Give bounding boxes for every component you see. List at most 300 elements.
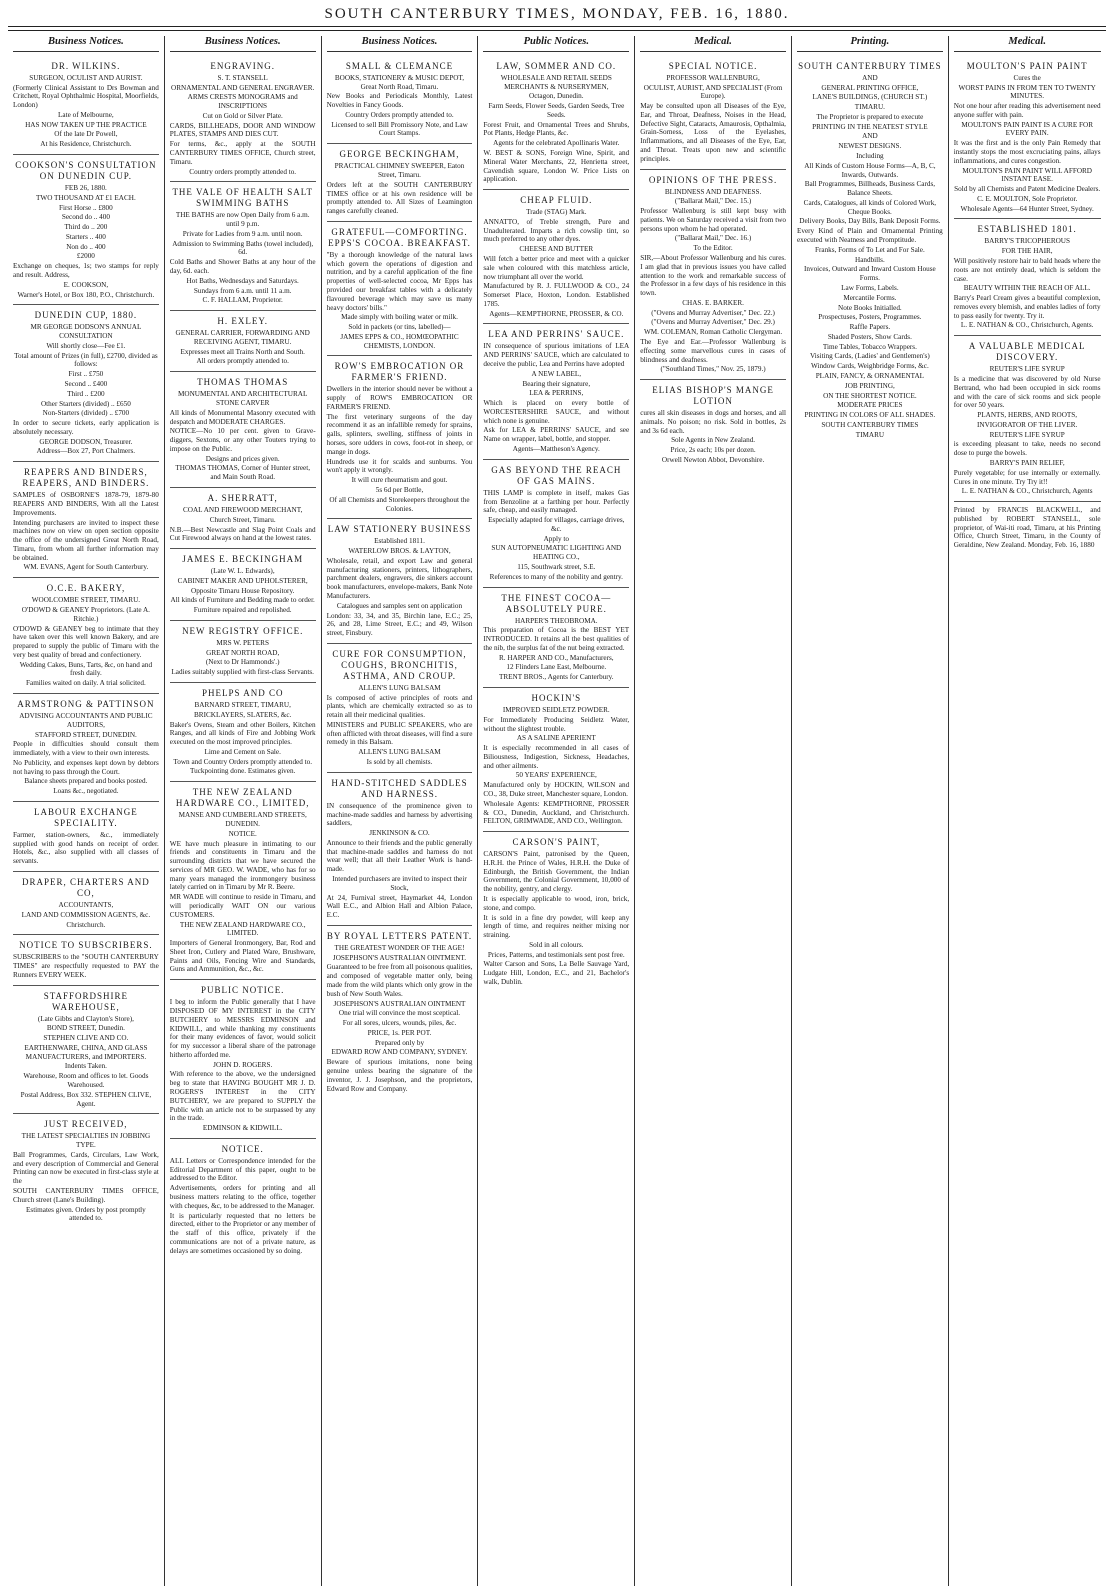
ad-text: STEPHEN CLIVE AND CO. <box>43 1034 129 1043</box>
ad-text: It is especially applicable to wood, iron, brick, stone, and compo. <box>483 894 630 912</box>
ad-text: THOMAS THOMAS, Corner of Hunter street, and Main South Road. <box>175 464 310 482</box>
ad-text: COAL AND FIREWOOD MERCHANT, <box>183 505 303 514</box>
ad-title: SOUTH CANTERBURY TIMES <box>798 60 942 71</box>
ad-text: It is especially recommended in all cases of Biliousness, Indigestion, Sickness, Headaches, and other ailments. <box>483 744 630 770</box>
ad-text: Note Books Initialled. <box>838 303 902 312</box>
ad-text: Is a medicine that was discovered by old Nurse Bertrand, who had been occupied in sick rooms and with the care of sick rooms and sick people for over 50 years. <box>953 374 1101 410</box>
ad-text: Ask for LEA & PERRINS' SAUCE, and see Name on wrapper, label, bottle, and stopper. <box>483 426 630 444</box>
advertisement <box>327 222 473 357</box>
ad-text: Furniture repaired and repolished. <box>193 606 292 615</box>
ad-title: NOTICE. <box>221 1143 264 1154</box>
ad-text: LAND AND COMMISSION AGENTS, &c. <box>21 910 151 919</box>
ad-text: (Formerly Clinical Assistant to Drs Bowman and Critchett, Royal Ophthalmic Hospital, Moorfields, London) <box>13 83 159 110</box>
ad-text: Is composed of active principles of roots and plants, which are chemically extracted so as to retain all their medicinal qualities. <box>326 693 473 720</box>
column-1 <box>8 36 165 1586</box>
ad-text: JOSEPHSON'S AUSTRALIAN OINTMENT. <box>332 953 467 962</box>
advertisement <box>170 621 316 683</box>
ad-text: PRICE, 1s. PER POT. <box>367 1028 432 1037</box>
ad-text: Indents Taken. <box>64 1062 107 1071</box>
ad-text: EARTHENWARE, CHINA, AND GLASS MANUFACTURERS, and IMPORTERS. <box>24 1043 148 1061</box>
ad-title: THE VALE OF HEALTH SALT SWIMMING BATHS <box>172 187 313 209</box>
ad-text: Barry's Pearl Cream gives a beautiful complexion, removes every blemish, and enables ladies of forty to pass easily for twenty. Try it. <box>953 294 1101 320</box>
advertisement <box>13 578 159 694</box>
ad-text: BARNARD STREET, TIMARU, <box>194 701 291 710</box>
ad-text: N.B.—Best Newcastle and Slag Point Coals and Cut Firewood always on hand at the lowest rates. <box>169 525 316 543</box>
ad-text: FOR THE HAIR, <box>1001 247 1053 256</box>
ad-title: ARMSTRONG & PATTINSON <box>17 698 155 709</box>
ad-text: MODERATE PRICES <box>837 401 903 410</box>
ad-text: MR GEORGE DODSON'S ANNUAL CONSULTATION <box>30 323 142 341</box>
ad-title: O.C.E. BAKERY, <box>46 583 126 594</box>
ad-title: A VALUABLE MEDICAL DISCOVERY. <box>968 341 1086 363</box>
ad-text: Agents—Mattheson's Agency. <box>512 445 600 454</box>
ad-text: R. HARPER AND CO., Manufacturers, <box>498 653 614 662</box>
ad-text: C. F. HALLAM, Proprietor. <box>202 296 283 305</box>
ad-title: THE NEW ZEALAND HARDWARE CO., LIMITED, <box>175 787 310 809</box>
advertisement <box>483 460 629 588</box>
ad-text: SOUTH CANTERBURY TIMES <box>821 420 919 429</box>
ad-text: EDMINSON & KIDWILL. <box>202 1124 283 1133</box>
ad-text: Families waited on daily. A trial solicited. <box>26 679 146 688</box>
ad-text: PRINTING IN COLORS OF ALL SHADES. <box>804 411 936 420</box>
ad-text: S. T. STANSELL <box>217 73 268 82</box>
advertisement <box>170 1139 316 1261</box>
ad-text: BARRY'S PAIN RELIEF, <box>989 459 1065 468</box>
ad-text: Which is placed on every bottle of WORCESTERSHIRE SAUCE, and without which none is genuine. <box>483 399 630 425</box>
advertisement <box>797 56 943 445</box>
ad-text: Third do .. 200 <box>64 223 108 232</box>
ad-text: ADVISING ACCOUNTANTS AND PUBLIC AUDITORS, <box>19 711 153 729</box>
ad-text: Second do .. 400 <box>61 213 110 222</box>
column-heading: Business Notices. <box>327 36 473 52</box>
ad-text: WATERLOW BROS. & LAYTON, <box>348 547 451 556</box>
ad-text: HAS NOW TAKEN UP THE PRACTICE <box>25 120 147 129</box>
ad-title: CARSON'S PAINT, <box>512 837 601 848</box>
ad-text: Dwellers in the interior should never be without a supply of ROW'S EMBROCATION OR FARMER'S FRIEND. <box>326 385 473 411</box>
ad-text: LANE'S BUILDINGS, (CHURCH ST.) <box>812 93 928 102</box>
ad-text: Country Orders promptly attended to. <box>345 110 454 119</box>
ad-text: ALLEN'S LUNG BALSAM <box>358 683 441 692</box>
ad-text: At 24, Furnival street, Haymarket 44, London Wall E.C., and Albion Hall and Albion Palace, E.C. <box>326 893 473 920</box>
ad-text: Total amount of Prizes (in full), £2700, divided as follows: <box>14 351 158 369</box>
ad-text: Country orders promptly attended to. <box>189 167 297 176</box>
ad-text: WORST PAINS IN FROM TEN TO TWENTY MINUTES. <box>958 83 1096 101</box>
ad-text: GEORGE DODSON, Treasurer. <box>39 437 133 446</box>
advertisement <box>327 773 473 926</box>
advertisement <box>170 372 316 488</box>
ad-text: References to many of the nobility and gentry. <box>489 572 623 581</box>
ad-text: ALL Letters or Correspondence intended for the Editorial Department of this paper, ought to be addressed to the Editor. <box>169 1156 316 1183</box>
ad-text: Made simply with boiling water or milk. <box>341 313 458 322</box>
ad-text: Law Forms, Labels. <box>841 283 899 292</box>
ad-title: SMALL & CLEMANCE <box>345 60 454 71</box>
ad-text: (Next to Dr Hammonds'.) <box>205 658 280 667</box>
ad-text: IN consequence of the prominence given to machine-made saddles and harness by advertising saddlers, <box>326 801 473 828</box>
ad-text: E. COOKSON, <box>63 280 109 289</box>
ad-title: COOKSON'S CONSULTATION ON DUNEDIN CUP. <box>15 160 157 181</box>
advertisement <box>170 782 316 980</box>
ad-text: PRACTICAL CHIMNEY SWEEPER, Eaton Street, Timaru. <box>334 162 465 179</box>
ad-text: One trial will convince the most sceptical. <box>338 1009 461 1018</box>
ad-title: NEW REGISTRY OFFICE. <box>182 625 304 636</box>
ad-text: LEA & PERRINS, <box>529 389 584 398</box>
ad-text: Octagon, Dunedin. <box>529 92 584 101</box>
ad-title: LAW STATIONERY BUSINESS <box>327 524 472 535</box>
ad-title: A. SHERRATT, <box>207 492 278 503</box>
ad-text: Hundreds use it for scalds and sunburns. You won't apply it wrongly. <box>326 457 473 475</box>
ad-title: GRATEFUL—COMFORTING. EPPS'S COCOA. BREAKFAST. <box>328 226 471 248</box>
ad-title: CHEAP FLUID. <box>520 195 593 206</box>
ad-text: Exchange on cheques, 1s; two stamps for reply and result. Address, <box>13 262 159 279</box>
ad-text: Mercantile Forms. <box>843 293 897 302</box>
ad-text: Guaranteed to be free from all poisonous qualities, and composed of vegetable matter only, being made from the wild plants which only grow in the bush of New South Wales. <box>326 963 473 998</box>
ad-text: MOULTON'S PAIN PAINT WILL AFFORD INSTANT EASE. <box>962 166 1092 184</box>
ad-text: Starters .. 400 <box>65 232 106 241</box>
ad-text: ("Ballarat Mail," Dec. 15.) <box>674 197 752 206</box>
ad-text: EDWARD ROW AND COMPANY, SYDNEY. <box>331 1048 468 1057</box>
ad-text: 115, Southwark street, S.E. <box>517 563 596 572</box>
ad-text: Private for Ladies from 9 a.m. until noon. <box>182 229 303 238</box>
ad-text: Especially adapted for villages, carriage drives, &c. <box>488 516 625 533</box>
ad-title: SPECIAL NOTICE. <box>668 60 758 71</box>
ad-title: LAW, SOMMER AND CO. <box>496 60 617 71</box>
ad-text: WE have much pleasure in intimating to our friends and constituents in Timaru and the surrounding districts that we have secured the services of MR GEO. W. WADE, who has for so many years managed the ironmongery business lately carried on in Timaru by Mr R. Beere. <box>169 839 316 892</box>
ad-text: Apply to <box>543 534 569 543</box>
advertisement <box>483 688 629 832</box>
ad-text: Late of Melbourne, <box>58 110 114 119</box>
advertisement <box>13 462 159 578</box>
ad-text: BLINDNESS AND DEAFNESS. <box>664 187 762 196</box>
ad-text: REUTER'S LIFE SYRUP <box>989 365 1065 374</box>
ad-text: THE BATHS are now Open Daily from 6 a.m. until 9 p.m. <box>175 211 310 229</box>
ad-text: New Books and Periodicals Monthly, Latest Novelties in Fancy Goods. <box>326 92 473 110</box>
ad-text: Is sold by all chemists. <box>366 758 433 767</box>
ad-text: BOOKS, STATIONERY & MUSIC DEPOT, Great North Road, Timaru. <box>334 73 465 91</box>
ad-title: LEA AND PERRINS' SAUCE. <box>488 329 625 340</box>
ad-text: JOHN D. ROGERS. <box>213 1060 273 1069</box>
advertisement <box>170 549 316 621</box>
ad-text: Including <box>856 152 884 161</box>
ad-text: (Late W. L. Edwards), <box>210 567 275 576</box>
ad-text: cures all skin diseases in dogs and horses, and all animals. No poison; no risk. Sold in bottles, 2s and 3s 6d each. <box>640 409 786 435</box>
ad-text: IMPROVED SEIDLETZ POWDER. <box>502 705 610 714</box>
ad-text: Estimates given. Orders by post promptly attended to. <box>26 1205 146 1223</box>
ad-title: STAFFORDSHIRE WAREHOUSE, <box>43 990 129 1012</box>
ad-text: A NEW LABEL, <box>531 369 582 378</box>
newspaper-columns <box>8 36 1106 1586</box>
ad-text: Trade (STAG) Mark. <box>526 208 587 217</box>
ad-text: GREAT NORTH ROAD, <box>206 648 280 657</box>
ad-text: Beware of spurious imitations, none being genuine unless bearing the signature of the inventor, J. J. Josephson, and the proprietors, Edward Row and Company. <box>326 1058 473 1093</box>
ad-title: H. EXLEY. <box>217 316 268 327</box>
ad-text: Of all Chemists and Storekeepers throughout the Colonies. <box>329 495 470 513</box>
advertisement <box>640 56 786 170</box>
ad-text: Ball Programmes, Billheads, Business Cards, Balance Sheets. <box>804 180 936 198</box>
ad-text: Cures the <box>1013 73 1041 82</box>
ad-text: Delivery Books, Day Bills, Bank Deposit Forms. <box>799 217 941 226</box>
ad-text: ("Ballarat Mail," Dec. 16.) <box>674 234 752 243</box>
advertisement <box>954 56 1101 220</box>
advertisement <box>13 935 159 985</box>
ad-text: Established 1811. <box>374 537 425 546</box>
ad-text: ("Ovens and Murray Advertiser," Dec. 22.) <box>651 308 775 317</box>
ad-title: ROW'S EMBROCATION OR FARMER'S FRIEND. <box>334 361 465 383</box>
ad-text: TIMARU. <box>854 103 885 112</box>
ad-text: GENERAL CARRIER, FORWARDING AND RECEIVING AGENT, TIMARU. <box>175 329 310 346</box>
advertisement <box>483 56 629 190</box>
ad-text: HARPER'S THEOBROMA. <box>514 616 598 625</box>
ad-text: Will shortly close—Fee £1. <box>46 341 126 350</box>
ad-text: THE LATEST SPECIALTIES IN JOBBING TYPE. <box>21 1132 151 1150</box>
ad-text: Licensed to sell Bill Promissory Note, and Law Court Stamps. <box>331 120 468 138</box>
ad-text: O'DOWD & GEANEY Proprietors. (Late A. Ritchie.) <box>21 605 150 623</box>
ad-text: It was the first and is the only Pain Remedy that instantly stops the most excruciating pains, allays inflammations, and cures congestion. <box>953 139 1101 165</box>
column-heading: Business Notices. <box>13 36 159 52</box>
advertisement <box>13 694 159 802</box>
ad-text: CHAS. E. BARKER. <box>682 298 744 307</box>
advertisement <box>13 305 159 462</box>
ad-text: PLANTS, HERBS, AND ROOTS, <box>977 411 1078 420</box>
ad-text: CARSON'S Paint, patronised by the Queen, H.R.H. the Prince of Wales, H.R.H. the Duke of Edinburgh, the British Government, the Indian Government, the Colonial Government, 10,000 of the nobility, gentry, and clergy. <box>483 850 630 894</box>
ad-text: First Horse .. £800 <box>59 203 113 212</box>
ad-text: JENKINSON & CO. <box>369 829 430 838</box>
ad-text: Purely vegetable; for use internally or externally. Cures in one minute. Try Try it!! <box>953 468 1101 486</box>
ad-text: MONUMENTAL AND ARCHITECTURAL STONE CARVER <box>178 390 308 407</box>
ad-text: TRENT BROS., Agents for Canterbury. <box>498 673 614 682</box>
ad-text: Wholesale Agents—64 Hunter Street, Sydney. <box>960 204 1094 213</box>
ad-text: "By a thorough knowledge of the natural laws which govern the operations of digestion and nutrition, and by a careful application of the fine properties of well-selected cocoa, Mr Epps has provided our breakfast tables with a delicately flavoured beverage which may save us many heavy doctors' bills." <box>326 250 473 312</box>
ad-text: Every Kind of Plain and Ornamental Printing executed with Neatness and Promptitude. <box>796 227 943 245</box>
ad-text: I beg to inform the Public generally that I have DISPOSED OF MY INTEREST in the CITY BUTCHERY to MESSRS EDMINSON and KIDWILL, and while thanking my constituents for their many evidences of favor, would solicit for my successor a liberal share of the patronage hitherto afforded me. <box>169 998 316 1059</box>
ad-text: At his Residence, Christchurch. <box>40 140 132 149</box>
ad-text: 12 Flinders Lane East, Melbourne. <box>506 663 607 672</box>
ad-text: MINISTERS and PUBLIC SPEAKERS, who are often afflicted with throat diseases, will find a sure remedy in this Balsam. <box>326 720 473 747</box>
ad-text: Will positively restore hair to bald heads where the roots are not entirely dead, which is seldom the case. <box>953 257 1101 283</box>
column-7 <box>949 36 1106 1586</box>
ad-text: Other Starters (divided) .. £650 <box>40 399 131 408</box>
advertisement <box>327 144 473 222</box>
ad-text: Sole Agents in New Zealand. <box>671 436 756 445</box>
ad-text: Christchurch. <box>66 920 106 929</box>
ad-text: SOUTH CANTERBURY TIMES OFFICE, Church street (Lane's Building). <box>13 1187 159 1204</box>
ad-text: SURGEON, OCULIST AND AURIST. <box>29 73 143 82</box>
ad-text: Admission to Swimming Baths (towel included), 6d. <box>172 239 314 257</box>
ad-text: Professor Wallenburg is still kept busy with patients. We on Saturday received a visit from two persons upon whom he had operated. <box>640 207 786 233</box>
ad-text: Prepared only by <box>374 1038 425 1047</box>
ad-text: All orders promptly attended to. <box>196 357 289 366</box>
ad-text: Manufactured only by HOCKIN, WILSON and CO., 38, Duke street, Manchester square, London. <box>483 781 630 798</box>
ad-text: NEWEST DESIGNS. <box>838 142 902 151</box>
ad-title: LABOUR EXCHANGE SPECIALITY. <box>34 806 138 828</box>
ad-text: Sundays from 6 a.m. until 11 a.m. <box>193 286 292 295</box>
ad-text: Balance sheets prepared and books posted. <box>24 777 148 786</box>
ad-text: Ball Programmes, Cards, Circulars, Law Work, and every description of Commercial and General Printing can now be executed in first-class style at the <box>13 1150 159 1186</box>
ad-text: In order to secure tickets, early application is absolutely necessary. <box>13 419 159 436</box>
ad-text: For all sores, ulcers, wounds, piles, &c. <box>342 1019 457 1028</box>
ad-text: Address—Box 27, Port Chalmers. <box>36 447 136 456</box>
ad-text: All kinds of Furniture and Bedding made to order. <box>170 596 315 605</box>
ad-title: HOCKIN'S <box>531 692 582 703</box>
ad-text: Town and Country Orders promptly attended to. <box>173 757 313 766</box>
ad-title: THOMAS THOMAS <box>197 377 289 388</box>
ad-text: BEAUTY WITHIN THE REACH OF ALL. <box>963 284 1091 293</box>
ad-text: ("Southland Times," Nov. 25, 1879.) <box>660 365 766 374</box>
ad-text: BOND STREET, Dunedin. <box>46 1024 125 1033</box>
ad-text: Sold in packets (or tins, labelled)— <box>348 323 451 332</box>
ad-text: Cold Baths and Shower Baths at any hour of the day, 6d. each. <box>169 258 316 275</box>
ad-text: Sold in all colours. <box>529 940 584 949</box>
ad-text: REUTER'S LIFE SYRUP <box>989 430 1065 439</box>
ad-text: STAFFORD STREET, DUNEDIN. <box>34 730 137 739</box>
ad-text: Expresses meet all Trains North and South. <box>180 347 305 356</box>
ad-text: To the Editor. <box>693 244 733 253</box>
ad-text: CABINET MAKER AND UPHOLSTERER, <box>177 576 308 585</box>
ad-text: All kinds of Monumental Masonry executed with despatch and MODERATE CHARGES. <box>169 408 316 426</box>
ad-text: With reference to the above, we the undersigned beg to state that HAVING BOUGHT MR J. D. ROGERS'S INTEREST in the CITY BUTCHERY, we are prepared to SUPPLY the Public with an article not to be surpassed by any in the trade. <box>169 1070 316 1123</box>
ad-text: JOB PRINTING, <box>844 381 895 390</box>
masthead-rule-double <box>8 30 1106 31</box>
column-heading: Medical. <box>954 36 1101 52</box>
ad-text: FEB 26, 1880. <box>64 183 107 192</box>
ad-text: Prospectuses, Posters, Programmes. <box>818 313 922 322</box>
ad-text: C. E. MOULTON, Sole Proprietor. <box>977 194 1078 203</box>
ad-text: Tuckpointing done. Estimates given. <box>190 767 296 776</box>
advertisement <box>13 56 159 155</box>
ad-text: Sold by all Chemists and Patent Medicine Dealers. <box>954 185 1101 194</box>
ad-text: PLAIN, FANCY, & ORNAMENTAL <box>815 371 925 380</box>
ad-text: GENERAL PRINTING OFFICE, <box>821 83 919 92</box>
ad-text: It is sold in a fine dry powder, will keep any length of time, and requires neither mixing nor straining. <box>483 913 630 940</box>
ad-text: TWO THOUSAND AT £1 EACH. <box>36 193 136 202</box>
ad-text: Forest Fruit, and Ornamental Trees and Shrubs, Pot Plants, Hedge Plants, &c. <box>483 120 630 138</box>
ad-text: THIS LAMP is complete in itself, makes Gas from Benzoline at a farthing per hour. Perfectly safe, cheap, and easily managed. <box>483 488 630 515</box>
ad-text: Cards, Catalogues, all kinds of Colored Work, Cheque Books. <box>803 198 937 216</box>
ad-text: Importers of General Ironmongery, Bar, Rod and Sheet Iron, Cutlery and Plated Ware, Brushware, Paints and Oils, Fencing Wire and Standards, Guns and Ammunition, &c., &c. <box>169 939 316 974</box>
ad-text: CHEESE AND BUTTER <box>519 245 594 254</box>
ad-text: JOSEPHSON'S AUSTRALIAN OINTMENT <box>333 999 466 1008</box>
ad-text: PRINTING IN THE NEATEST STYLE <box>812 122 928 131</box>
ad-text: Baker's Ovens, Steam and other Boilers, Kitchen Ranges, and all kinds of Fire and Jobbing Work executed on the most improved principles. <box>169 720 316 747</box>
advertisement <box>954 336 1101 502</box>
ad-text: THE NEW ZEALAND HARDWARE CO., LIMITED. <box>179 920 306 938</box>
ad-text: ORNAMENTAL AND GENERAL ENGRAVER. <box>171 83 315 92</box>
ad-text: Window Cards, Weighbridge Forms, &c. <box>810 362 929 371</box>
ad-text: 50 YEARS' EXPERIENCE, <box>515 771 597 780</box>
ad-text: Bearing their signature, <box>522 379 591 388</box>
ad-title: GEORGE BECKINGHAM, <box>339 149 460 160</box>
ad-text: Time Tables, Tobacco Wrappers. <box>822 342 917 351</box>
ad-title: HAND-STITCHED SADDLES AND HARNESS. <box>331 777 468 799</box>
ad-text: Intended purchasers are invited to inspect their Stock, <box>332 874 467 892</box>
ad-text: Not one hour after reading this advertisement need anyone suffer with pain. <box>953 102 1101 119</box>
ad-text: No Publicity, and expenses kept down by debtors not having to pass through the Court. <box>13 758 159 776</box>
ad-text: Warner's Hotel, or Box 180, P.O., Christchurch. <box>17 290 155 299</box>
ad-text: TIMARU <box>855 430 885 439</box>
ad-text: £2000 <box>76 252 95 261</box>
advertisement <box>327 356 473 519</box>
advertisement <box>13 1114 159 1228</box>
column-4 <box>478 36 635 1586</box>
ad-text: is exceeding pleasant to take, needs no second dose to purge the bowels. <box>953 440 1101 458</box>
advertisement <box>954 502 1101 555</box>
ad-text: Will fetch a better price and meet with a quicker sale when coloured with this matchless article, now triumphant all over the world. <box>483 255 630 281</box>
ad-text: MOULTON'S PAIN PAINT IS A CURE FOR EVERY PAIN. <box>961 120 1093 138</box>
ad-text: Price, 2s each; 10s per dozen. <box>670 446 756 455</box>
advertisement <box>483 324 629 459</box>
ad-text: CARDS, BILLHEADS, DOOR AND WINDOW PLATES, STAMPS AND DIES CUT. <box>169 121 316 139</box>
ad-title: DUNEDIN CUP, 1880. <box>34 310 138 321</box>
advertisement <box>483 832 629 992</box>
ad-text: Orders left at the SOUTH CANTERBURY TIMES office or at his own residence will be promptly attended to. All Sizes of Leamington ranges carefully cleaned. <box>326 180 473 216</box>
ad-text: London: 33, 34, and 35, Birchin lane, E.C.; 25, 26, and 28, Lime Street, E.C.; and 49, Wilson street, Finsbury. <box>326 611 473 638</box>
ad-text: Opposite Timaru House Repository. <box>191 586 295 595</box>
ad-text: BARRY'S TRICOPHEROUS <box>984 237 1070 246</box>
ad-text: AND <box>862 132 878 141</box>
advertisement <box>170 311 316 372</box>
ad-title: ELIAS BISHOP'S MANGE LOTION <box>652 385 774 407</box>
ad-text: Agents—KEMPTHORNE, PROSSER, & CO. <box>489 309 624 318</box>
advertisement <box>327 644 473 773</box>
ad-title: OPINIONS OF THE PRESS. <box>648 174 778 185</box>
ad-title: JUST RECEIVED, <box>44 1119 128 1130</box>
ad-title: CURE FOR CONSUMPTION, COUGHS, BRONCHITIS, ASTHMA, AND CROUP. <box>332 648 467 681</box>
advertisement <box>483 190 629 324</box>
ad-text: ACCOUNTANTS, <box>58 900 114 909</box>
ad-text: Printed by FRANCIS BLACKWELL, and published by ROBERT STANSELL, sole proprietor, of Wai-iti road, Timaru, at his Printing Office, Church Street, Timaru, in the County of Geraldine, New Zealand. Monday, Feb. 16, 1880 <box>953 506 1101 550</box>
ad-text: Manufactured by R. J. FULLWOOD & CO., 24 Somerset Place, Hoxton, London. Established 1785. <box>483 282 630 308</box>
advertisement <box>483 588 629 688</box>
advertisement <box>327 56 473 144</box>
ad-text: Second .. £400 <box>64 379 108 388</box>
ad-text: SUBSCRIBERS to the "SOUTH CANTERBURY TIMES" are respectfully requested to PAY the Runners EVERY WEEK. <box>13 953 159 979</box>
masthead-rule <box>8 26 1106 27</box>
advertisement <box>640 380 786 470</box>
ad-text: SAMPLES of OSBORNE'S 1878-79, 1879-80 REAPERS AND BINDERS, With all the Latest Improvements. <box>13 491 159 517</box>
ad-text: MANSE AND CUMBERLAND STREETS, DUNEDIN. <box>178 811 307 828</box>
ad-text: For terms, &c., apply at the SOUTH CANTERBURY TIMES OFFICE, Church street, Timaru. <box>169 140 316 166</box>
ad-text: MR WADE will continue to reside in Timaru, and will periodically WAIT ON our various CUSTOMERS. <box>169 893 316 919</box>
ad-text: Raffle Papers. <box>849 323 891 332</box>
ad-text: SUN AUTOPNEUMATIC LIGHTING AND HEATING CO., <box>491 544 622 562</box>
ad-text: ("Ovens and Murray Advertiser," Dec. 29.) <box>651 318 775 327</box>
ad-text: Wedding Cakes, Buns, Tarts, &c, on hand and fresh daily. <box>19 660 153 678</box>
ad-text: NOTICE—No 10 per cent. given to Grave-diggers, Sextons, or any other Touters trying to impose on the Public. <box>169 427 316 453</box>
column-heading: Printing. <box>797 36 943 52</box>
ad-text: MRS W. PETERS <box>216 638 269 647</box>
ad-text: WOOLCOMBE STREET, TIMARU. <box>31 596 141 605</box>
ad-text: SIR,—About Professor Wallenburg and his cures. I am glad that in previous issues you have called attention to the work and remarkable success of the Professor in a few days of his residence in this town. <box>640 254 786 298</box>
advertisement <box>954 219 1101 336</box>
ad-text: Advertisements, orders for printing and all business matters relating to the office, together with cheques, &c, to be addressed to the Manager. <box>169 1184 316 1210</box>
advertisement <box>170 683 316 782</box>
ad-title: DR. WILKINS. <box>51 60 121 71</box>
ad-text: Lime and Cement on Sale. <box>204 747 281 756</box>
advertisement <box>170 182 316 311</box>
advertisement <box>170 56 316 183</box>
ad-text: It will cure rheumatism and gout. <box>351 476 448 485</box>
ad-title: GAS BEYOND THE REACH OF GAS MAINS. <box>491 464 622 486</box>
ad-text: WM. COLEMAN, Roman Catholic Clergyman. <box>643 328 783 337</box>
column-heading: Business Notices. <box>170 36 316 52</box>
ad-text: People in difficulties should consult them immediately, with a view to their own interests. <box>13 740 159 758</box>
ad-title: DRAPER, CHARTERS AND CO, <box>22 877 150 899</box>
advertisement <box>13 802 159 872</box>
ad-text: May be consulted upon all Diseases of the Eye, Ear, and Throat, Deafness, Noises in the Head, Defective Sight, Cataracts, Amaurosis, Opthalmia, Grain-Sorness, Loss of the Eyelashes, Inflammations, and all Diseases of the Eye, Ear, and Throat. Treats upon new and scientific principles. <box>640 102 786 163</box>
column-heading: Medical. <box>640 36 786 52</box>
ad-text: W. BEST & SONS, Foreign Wine, Spirit, and Mineral Water Merchants, 22, Henrietta street, Cavendish square, London W. Price Lists on application. <box>483 149 630 184</box>
ad-title: ESTABLISHED 1801. <box>977 224 1077 235</box>
ad-text: It is particularly requested that no letters be directed, either to the Proprietor or any member of the staff of this office, privately if the communications are not of a private nature, as delays are sometimes occasioned by so doing. <box>169 1211 316 1255</box>
